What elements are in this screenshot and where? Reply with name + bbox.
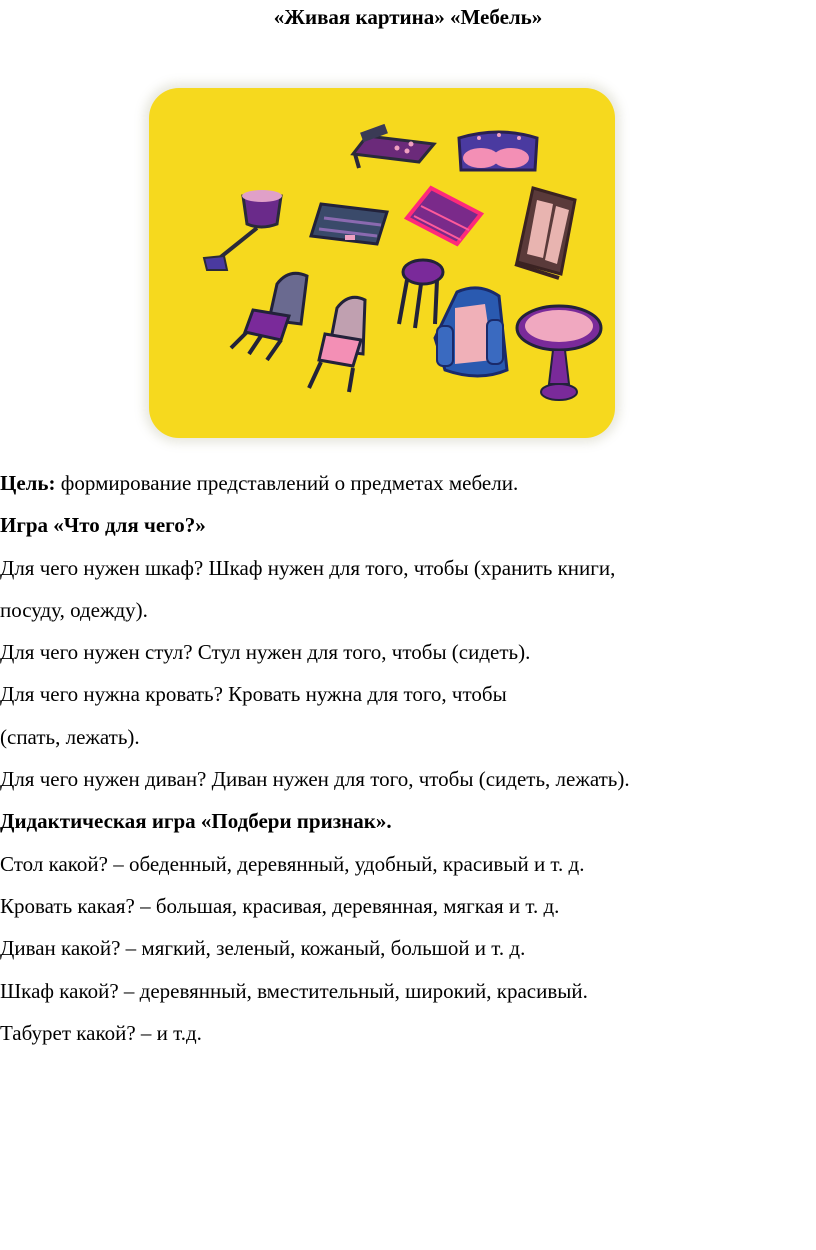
document-body — [0, 462, 816, 1054]
cradle-chair-figure — [309, 297, 365, 392]
sofa-figure — [459, 132, 537, 170]
goal-text: формирование представлений о предметах мебели. — [55, 471, 519, 495]
game2-line: Диван какой? – мягкий, зеленый, кожаный, большой и т. д. — [0, 936, 526, 961]
game1-line: посуду, одежду). — [0, 597, 148, 622]
chest-of-drawers-figure — [311, 204, 387, 244]
furniture-felt-picture — [149, 88, 615, 438]
game1-line: Для чего нужен шкаф? Шкаф нужен для того, чтобы (хранить книги, — [0, 555, 616, 580]
game2-heading: Дидактическая игра «Подбери признак». — [0, 809, 392, 834]
game2-line: Табурет какой? – и т.д. — [0, 1020, 202, 1045]
bed-figure — [353, 124, 434, 168]
armchair-figure — [435, 288, 507, 376]
page-title: «Живая картина» «Мебель» — [273, 5, 543, 29]
goal-line — [0, 462, 816, 504]
game2-line: Шкаф какой? – деревянный, вместительный, широкий, красивый. — [0, 978, 588, 1003]
game1-line: Для чего нужна кровать? Кровать нужна для того, чтобы — [0, 682, 507, 707]
game2-line: Стол какой? – обеденный, деревянный, удобный, красивый и т. д. — [0, 851, 585, 876]
game2-line: Кровать какая? – большая, красивая, деревянная, мягкая и т. д. — [0, 893, 560, 918]
stool-figure — [399, 260, 443, 328]
round-table-figure — [517, 306, 601, 400]
goal-label: Цель: — [0, 471, 56, 495]
game1-line: Для чего нужен стул? Стул нужен для того, чтобы (сидеть). — [0, 640, 531, 665]
floor-lamp-figure — [204, 190, 282, 270]
pink-dresser-figure — [407, 188, 481, 244]
game1-line: (спать, лежать). — [0, 724, 140, 749]
game1-heading: Игра «Что для чего?» — [0, 513, 206, 538]
chair-figure — [231, 273, 307, 360]
wardrobe-figure — [515, 188, 575, 278]
game1-line: Для чего нужен диван? Диван нужен для того, чтобы (сидеть, лежать). — [0, 767, 630, 792]
